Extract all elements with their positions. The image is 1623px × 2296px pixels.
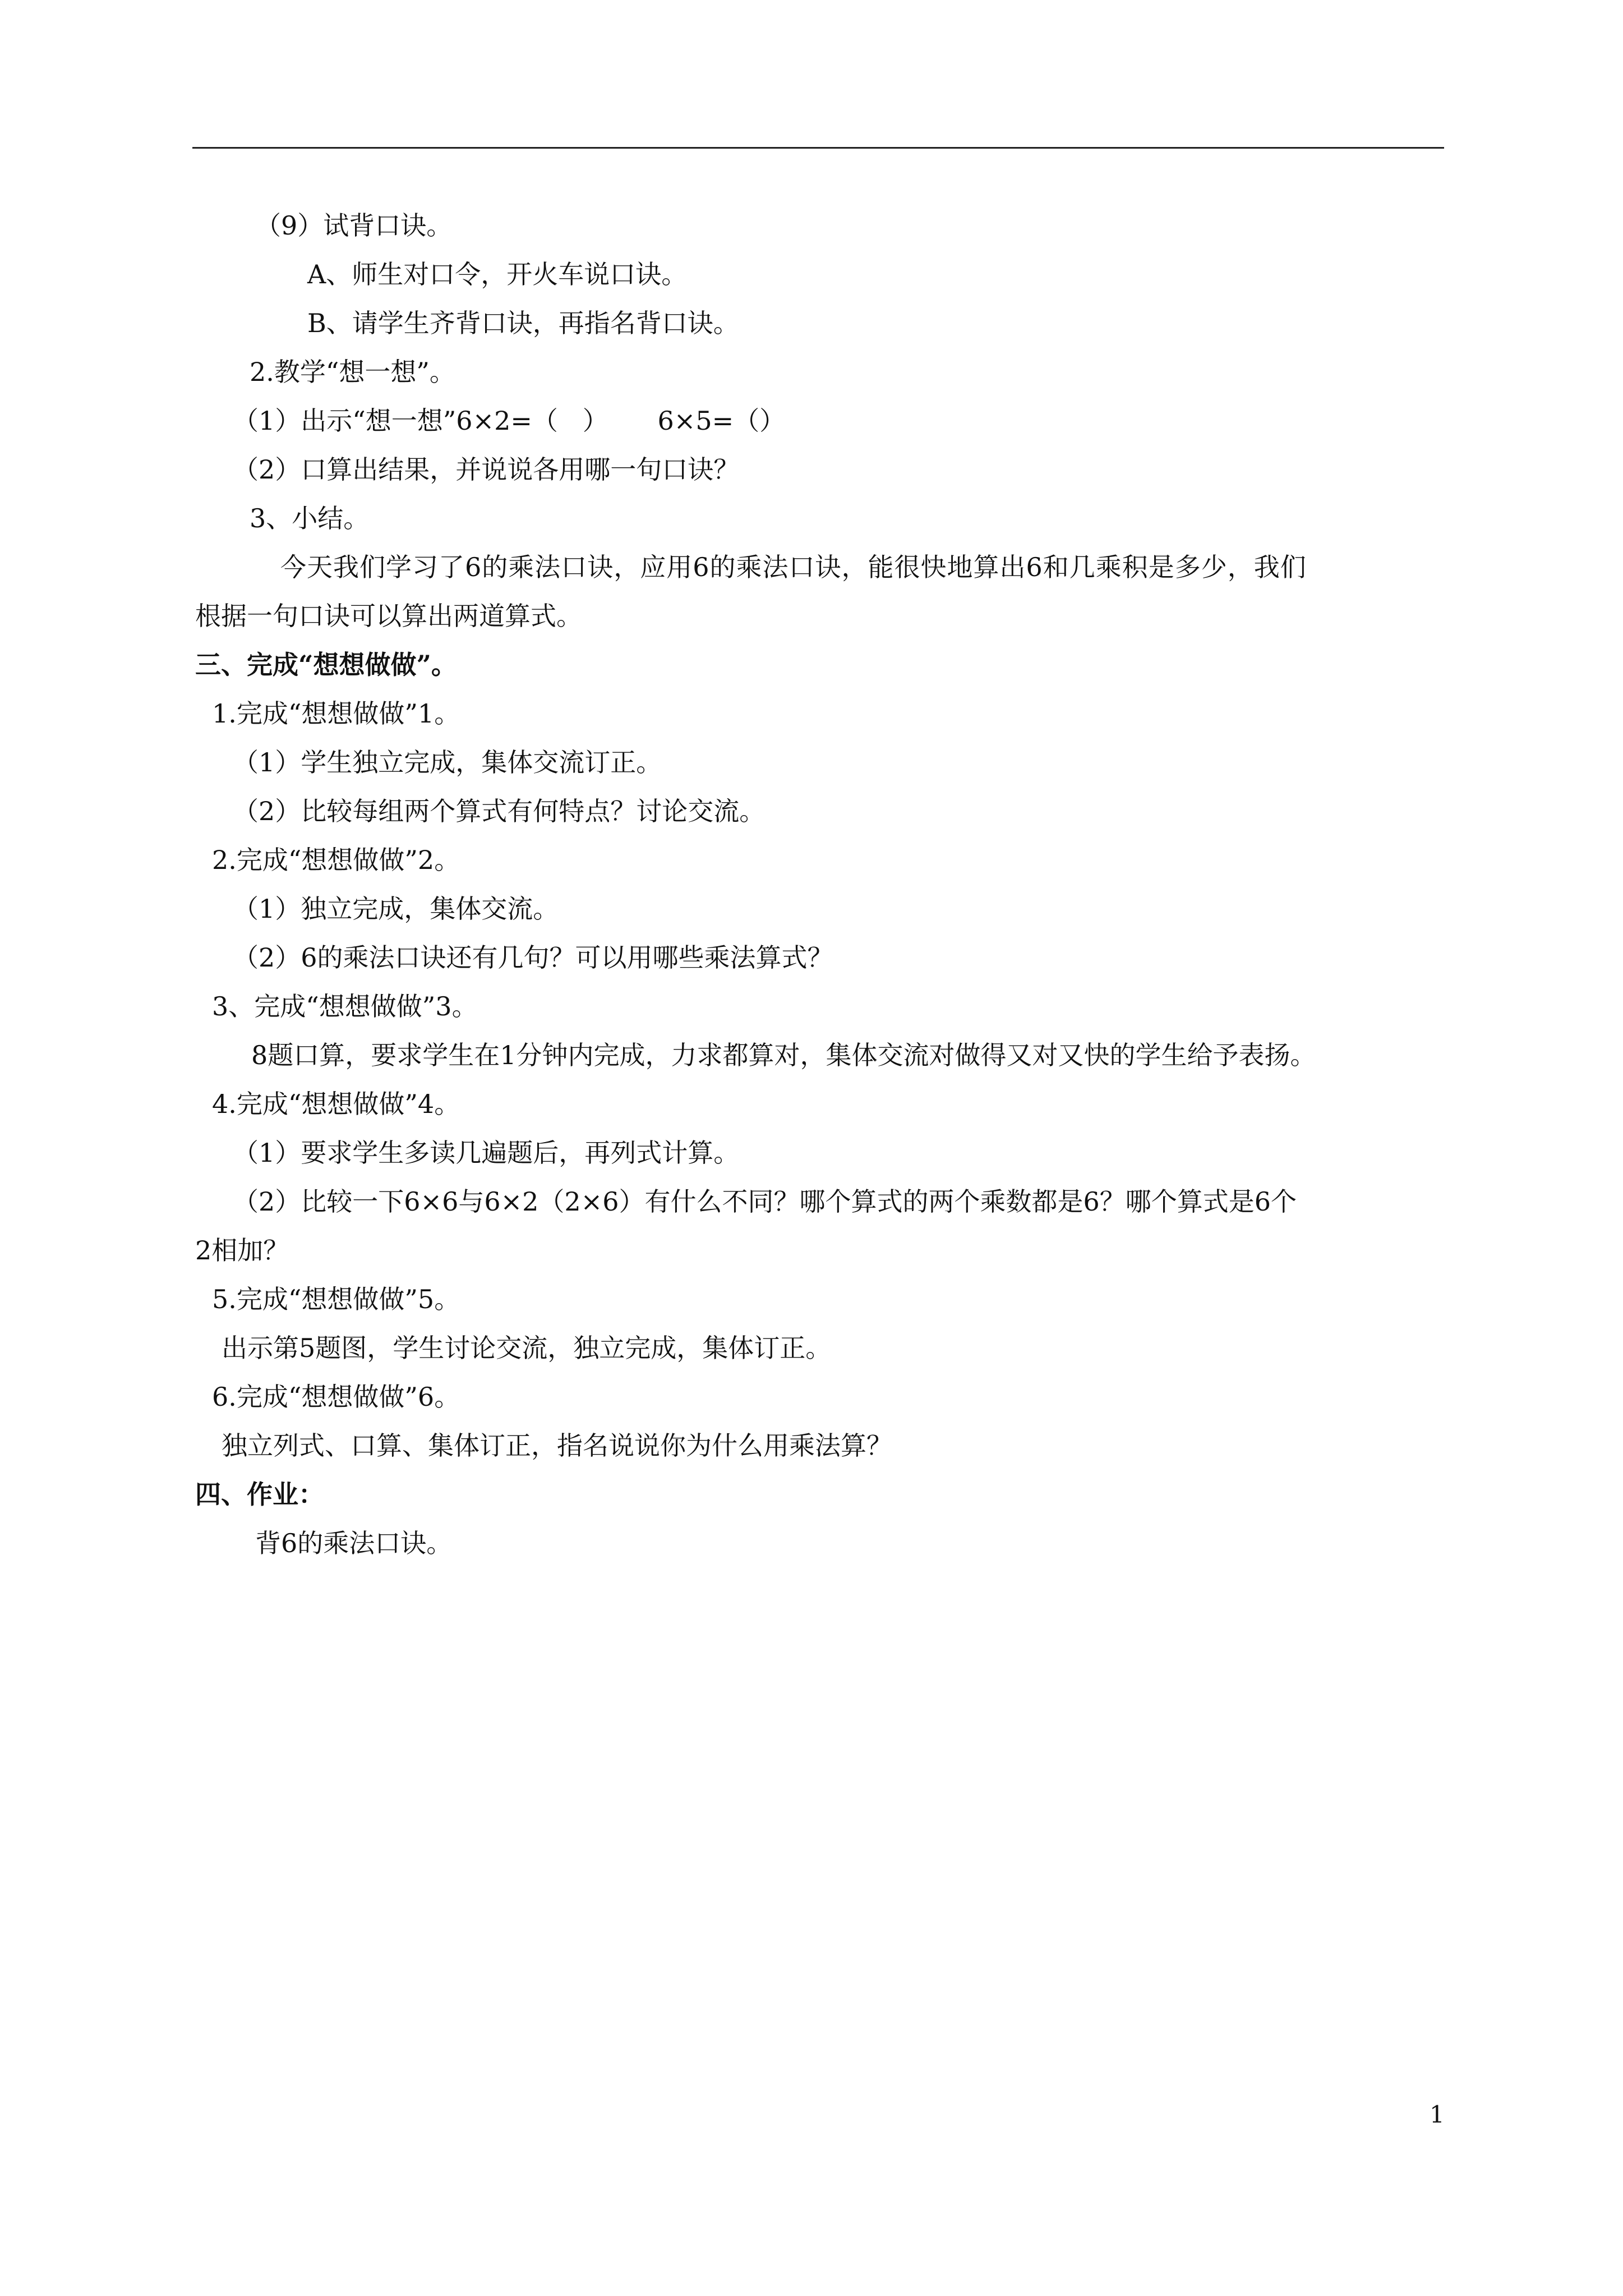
exercise-6-heading: 6.完成“想想做做”6。 (212, 1382, 460, 1412)
think-item-1: （1）出示“想一想”6×2=（ ） 6×5=（） (233, 406, 786, 436)
section-3-heading: 三、完成“想想做做”。 (195, 650, 457, 680)
exercise-1-item-1: （1）学生独立完成，集体交流订正。 (233, 747, 662, 777)
think-item-2: （2）口算出结果，并说说各用哪一句口诀？ (233, 454, 740, 485)
exercise-4-heading: 4.完成“想想做做”4。 (212, 1089, 460, 1119)
exercise-5-text: 出示第5题图，学生讨论交流，独立完成，集体订正。 (222, 1333, 832, 1363)
page-number: 1 (1430, 2101, 1445, 2128)
exercise-2-item-2: （2）6的乘法口诀还有几句？可以用哪些乘法算式？ (233, 942, 833, 973)
homework-text: 背6的乘法口诀。 (255, 1528, 453, 1558)
exercise-2-item-1: （1）独立完成，集体交流。 (233, 894, 559, 924)
section-4-heading: 四、作业： (195, 1479, 324, 1510)
exercise-1-heading: 1.完成“想想做做”1。 (212, 698, 460, 729)
header-rule (192, 147, 1444, 149)
summary-text-2: 根据一句口诀可以算出两道算式。 (195, 601, 582, 631)
summary-heading: 3、小结。 (250, 503, 370, 533)
exercise-6-text: 独立列式、口算、集体订正，指名说说你为什么用乘法算？ (222, 1430, 892, 1461)
exercise-4-item-1: （1）要求学生多读几遍题后，再列式计算。 (233, 1138, 740, 1168)
step-9a: A、师生对口令，开火车说口诀。 (307, 259, 688, 289)
exercise-2-heading: 2.完成“想想做做”2。 (212, 845, 460, 875)
summary-text-1: 今天我们学习了6的乘法口诀，应用6的乘法口诀，能很快地算出6和几乘积是多少，我们 (280, 552, 1307, 582)
exercise-5-heading: 5.完成“想想做做”5。 (212, 1284, 460, 1314)
exercise-4-item-2: （2）比较一下6×6与6×2（2×6）有什么不同？哪个算式的两个乘数都是6？哪个算式是6个 (233, 1186, 1297, 1217)
exercise-1-item-2: （2）比较每组两个算式有何特点？讨论交流。 (233, 796, 766, 826)
exercise-4-item-2-cont: 2相加？ (195, 1235, 289, 1266)
exercise-3-heading: 3、完成“想想做做”3。 (212, 991, 478, 1022)
step-9b: B、请学生齐背口诀，再指名背口诀。 (307, 308, 739, 338)
teach-think-heading: 2.教学“想一想”。 (250, 357, 455, 387)
step-9-recite: （9）试背口诀。 (255, 210, 453, 241)
exercise-3-text: 8题口算，要求学生在1分钟内完成，力求都算对，集体交流对做得又对又快的学生给予表扬。 (251, 1040, 1316, 1070)
